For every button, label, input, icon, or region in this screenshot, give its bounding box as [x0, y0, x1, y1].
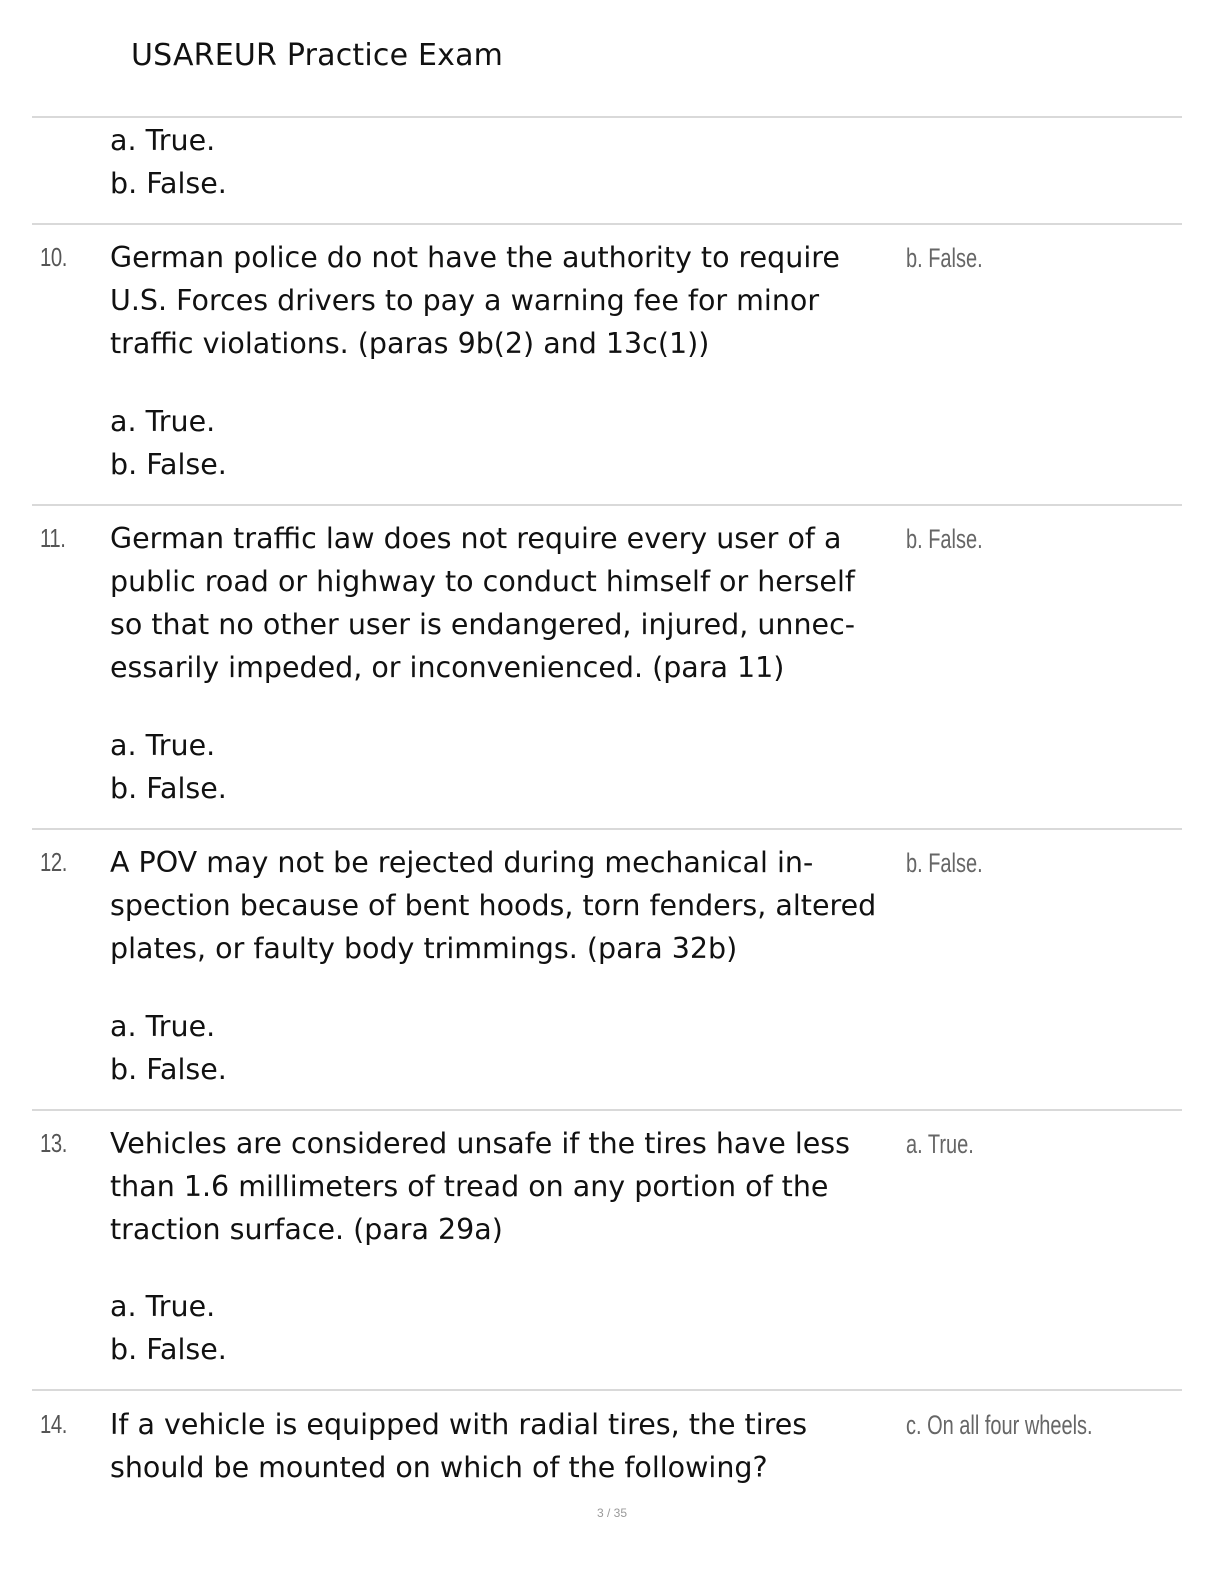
question-line: spection because of bent hoods, torn fenders, altered: [110, 889, 877, 922]
question-line: U.S. Forces drivers to pay a warning fee for minor: [110, 284, 820, 317]
divider: [32, 1109, 1182, 1111]
question-number: 13.: [40, 1128, 68, 1158]
question-line: so that no other user is endangered, injured, unnec-: [110, 608, 856, 641]
question-line: should be mounted on which of the following?: [110, 1451, 768, 1484]
question-options: [110, 400, 227, 486]
answer-key: c. On all four wheels.: [906, 1410, 1093, 1440]
question-line: essarily impeded, or inconvenienced. (para 11): [110, 651, 785, 684]
option-b: b. False.: [110, 448, 227, 481]
divider: [32, 1389, 1182, 1391]
option-b: b. False.: [110, 772, 227, 805]
question-options: [110, 724, 227, 810]
question-number: 11.: [40, 523, 66, 553]
option-a: a. True.: [110, 124, 216, 157]
page-number: 3 / 35: [596, 1506, 628, 1520]
question-line: Vehicles are considered unsafe if the tires have less: [110, 1127, 850, 1160]
answer-key: b. False.: [906, 243, 983, 273]
question-number: 12.: [40, 847, 68, 877]
question-options: [110, 1005, 227, 1091]
question-line: public road or highway to conduct himself or herself: [110, 565, 855, 598]
question-text: [110, 841, 900, 970]
question-text: [110, 236, 900, 365]
carryover-options: [110, 119, 227, 205]
divider: [32, 504, 1182, 506]
answer-key: b. False.: [906, 524, 983, 554]
option-a: a. True.: [110, 1010, 216, 1043]
option-a: a. True.: [110, 729, 216, 762]
option-b: b. False.: [110, 1333, 227, 1366]
answer-key: a. True.: [906, 1129, 974, 1159]
question-line: traffic violations. (paras 9b(2) and 13c(1)): [110, 327, 710, 360]
question-line: plates, or faulty body trimmings. (para 32b): [110, 932, 738, 965]
question-text: [110, 517, 900, 689]
divider: [32, 116, 1182, 118]
question-line: A POV may not be rejected during mechanical in-: [110, 846, 814, 879]
question-line: German traffic law does not require every user of a: [110, 522, 842, 555]
question-line: German police do not have the authority to require: [110, 241, 840, 274]
question-text: [110, 1122, 900, 1251]
answer-key: b. False.: [906, 848, 983, 878]
question-text: [110, 1403, 900, 1489]
divider: [32, 223, 1182, 225]
question-line: than 1.6 millimeters of tread on any portion of the: [110, 1170, 829, 1203]
option-a: a. True.: [110, 405, 216, 438]
option-b: b. False.: [110, 1053, 227, 1086]
question-number: 10.: [40, 242, 68, 272]
question-number: 14.: [40, 1409, 68, 1439]
question-options: [110, 1285, 227, 1371]
divider: [32, 828, 1182, 830]
question-line: traction surface. (para 29a): [110, 1213, 503, 1246]
option-b: b. False.: [110, 167, 227, 200]
option-a: a. True.: [110, 1290, 216, 1323]
question-line: If a vehicle is equipped with radial tires, the tires: [110, 1408, 808, 1441]
page-title: USAREUR Practice Exam: [131, 38, 504, 73]
